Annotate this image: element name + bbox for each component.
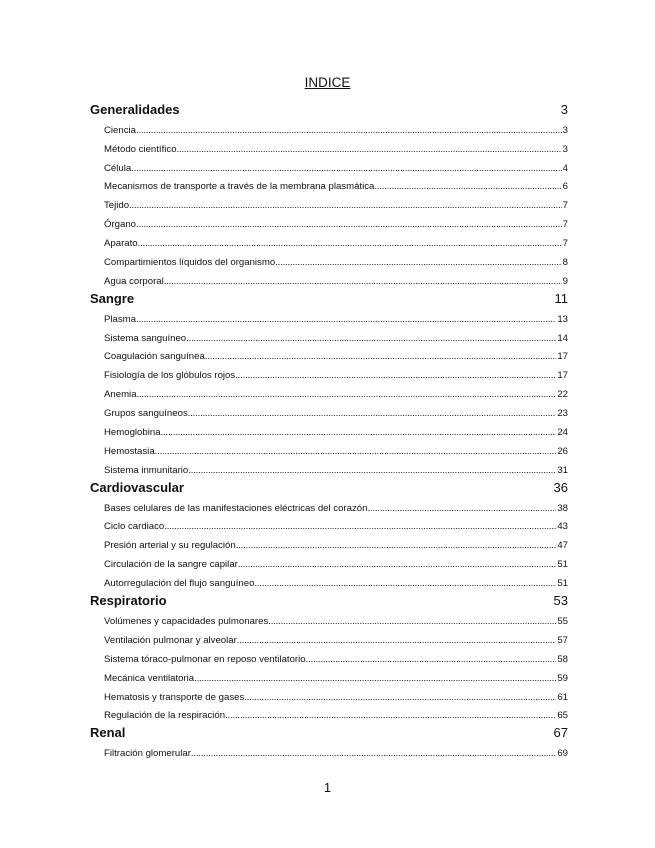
dot-leader: [161, 427, 557, 438]
dot-leader: [306, 654, 557, 665]
dot-leader: [268, 616, 556, 627]
toc-item[interactable]: [90, 344, 568, 363]
toc-item[interactable]: [90, 665, 568, 684]
item-label: Sistema inmunitario: [104, 464, 189, 476]
toc-item[interactable]: [90, 608, 568, 627]
toc-item[interactable]: [90, 627, 568, 646]
toc-item[interactable]: [90, 684, 568, 703]
item-page: 7: [562, 200, 568, 212]
section-label: Cardiovascular: [90, 479, 184, 495]
section-page: 3: [560, 101, 568, 117]
item-label: Hemostasia: [104, 445, 155, 457]
item-page: 14: [557, 332, 568, 344]
item-label: Hematosis y transporte de gases: [104, 691, 245, 703]
item-label: Mecanismos de transporte a través de la membrana plasmática: [104, 181, 375, 193]
item-page: 17: [557, 351, 568, 363]
toc-item[interactable]: [90, 703, 568, 722]
toc-item[interactable]: [90, 362, 568, 381]
item-label: Anemia: [104, 389, 137, 401]
item-page: 3: [562, 124, 568, 136]
item-label: Hemoglobina: [104, 427, 161, 439]
item-label: Tejido: [104, 200, 130, 212]
item-page: 9: [562, 275, 568, 287]
item-page: 57: [557, 634, 568, 646]
toc-item[interactable]: [90, 419, 568, 438]
item-page: 55: [557, 615, 568, 627]
dot-leader: [236, 540, 557, 551]
page-number: 1: [323, 780, 332, 795]
toc-item[interactable]: [90, 570, 568, 589]
toc-item[interactable]: [90, 230, 568, 249]
dot-leader: [194, 673, 556, 684]
item-page: 69: [557, 748, 568, 760]
item-label: Volúmenes y capacidades pulmonares: [104, 615, 269, 627]
item-page: 58: [557, 653, 568, 665]
section-page: 11: [554, 290, 568, 306]
item-page: 31: [557, 464, 568, 476]
dot-leader: [137, 389, 557, 400]
dot-leader: [254, 578, 556, 589]
dot-leader: [238, 559, 556, 570]
section-label: Respiratorio: [90, 593, 167, 609]
dot-leader: [155, 446, 557, 457]
item-label: Agua corporal: [104, 275, 164, 287]
dot-leader: [367, 503, 556, 514]
item-label: Método científico: [104, 143, 177, 155]
dot-leader: [275, 257, 561, 268]
toc-item[interactable]: [90, 551, 568, 570]
dot-leader: [131, 163, 561, 174]
dot-leader: [188, 465, 556, 476]
item-label: Órgano: [104, 219, 136, 231]
toc-section-renal[interactable]: [90, 721, 568, 740]
item-page: 7: [562, 238, 568, 250]
item-page: 47: [557, 540, 568, 552]
table-of-contents: [90, 98, 568, 759]
item-label: Compartimientos líquidos del organismo: [104, 257, 276, 269]
item-page: 6: [562, 181, 568, 193]
dot-leader: [177, 144, 562, 155]
item-label: Regulación de la respiración: [104, 710, 226, 722]
item-page: 61: [557, 691, 568, 703]
toc-section-generalidades[interactable]: [90, 98, 568, 117]
dot-leader: [235, 370, 556, 381]
dot-leader: [129, 200, 562, 211]
item-page: 65: [557, 710, 568, 722]
toc-item[interactable]: [90, 268, 568, 287]
item-label: Plasma: [104, 313, 136, 325]
section-page: 67: [553, 725, 568, 741]
item-label: Ciencia: [104, 124, 136, 136]
toc-item[interactable]: [90, 306, 568, 325]
item-label: Ciclo cardiaco: [104, 521, 165, 533]
item-label: Bases celulares de las manifestaciones eléctricas del corazón: [104, 502, 368, 514]
item-label: Aparato: [104, 238, 138, 250]
item-label: Presión arterial y su regulación: [104, 540, 236, 552]
dot-leader: [225, 710, 556, 721]
toc-section-sangre[interactable]: [90, 287, 568, 306]
dot-leader: [188, 408, 557, 419]
section-page: 36: [553, 479, 568, 495]
item-label: Mecánica ventilatoria: [104, 672, 195, 684]
item-page: 7: [562, 219, 568, 231]
dot-leader: [237, 635, 557, 646]
item-page: 24: [557, 427, 568, 439]
item-label: Filtración glomerular: [104, 748, 191, 760]
dot-leader: [205, 351, 557, 362]
toc-item[interactable]: [90, 740, 568, 759]
section-page: 53: [553, 593, 568, 609]
page-title: INDICE: [304, 75, 351, 90]
dot-leader: [136, 314, 556, 325]
item-page: 23: [557, 408, 568, 420]
toc-item[interactable]: [90, 174, 568, 193]
dot-leader: [164, 276, 562, 287]
item-label: Grupos sanguíneos: [104, 408, 188, 420]
item-page: 26: [557, 445, 568, 457]
item-page: 17: [557, 370, 568, 382]
dot-leader: [136, 125, 562, 136]
section-label: Sangre: [90, 290, 135, 306]
item-page: 4: [562, 162, 568, 174]
section-label: Generalidades: [90, 101, 180, 117]
item-label: Coagulación sanguínea: [104, 351, 205, 363]
item-label: Sistema sanguíneo: [104, 332, 187, 344]
item-page: 43: [557, 521, 568, 533]
toc-item[interactable]: [90, 192, 568, 211]
item-page: 59: [557, 672, 568, 684]
toc-item[interactable]: [90, 495, 568, 514]
item-label: Sistema tóraco-pulmonar en reposo ventilatorio: [104, 653, 306, 665]
dot-leader: [164, 521, 556, 532]
toc-item[interactable]: [90, 646, 568, 665]
item-page: 13: [557, 313, 568, 325]
toc-item[interactable]: [90, 457, 568, 476]
item-page: 51: [557, 559, 568, 571]
toc-item[interactable]: [90, 381, 568, 400]
toc-item[interactable]: [90, 249, 568, 268]
toc-item[interactable]: [90, 117, 568, 136]
dot-leader: [191, 748, 556, 759]
section-label: Renal: [90, 725, 126, 741]
toc-section-cardiovascular[interactable]: [90, 476, 568, 495]
toc-item[interactable]: [90, 400, 568, 419]
dot-leader: [138, 238, 562, 249]
dot-leader: [244, 692, 556, 703]
dot-leader: [186, 333, 556, 344]
toc-item[interactable]: [90, 514, 568, 533]
dot-leader: [374, 181, 561, 192]
item-page: 3: [562, 143, 568, 155]
item-label: Ventilación pulmonar y alveolar: [104, 634, 237, 646]
toc-item[interactable]: [90, 155, 568, 174]
toc-section-respiratorio[interactable]: [90, 589, 568, 608]
item-label: Circulación de la sangre capilar: [104, 559, 238, 571]
item-label: Célula: [104, 162, 132, 174]
toc-item[interactable]: [90, 136, 568, 155]
item-page: 8: [562, 257, 568, 269]
item-label: Fisiología de los glóbulos rojos: [104, 370, 236, 382]
item-page: 38: [557, 502, 568, 514]
toc-item[interactable]: [90, 325, 568, 344]
dot-leader: [136, 219, 562, 230]
item-label: Autorregulación del flujo sanguíneo: [104, 578, 255, 590]
toc-item[interactable]: [90, 438, 568, 457]
item-page: 22: [557, 389, 568, 401]
toc-item[interactable]: [90, 211, 568, 230]
toc-item[interactable]: [90, 532, 568, 551]
item-page: 51: [557, 578, 568, 590]
